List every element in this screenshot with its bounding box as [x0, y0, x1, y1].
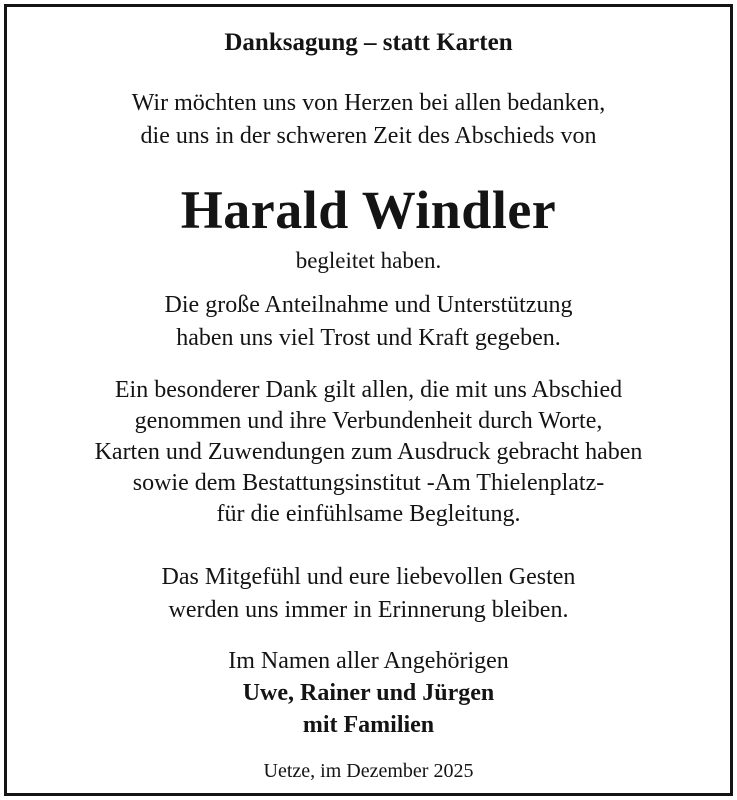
notice-frame	[4, 4, 733, 796]
paragraph-sympathy	[7, 289, 730, 355]
paragraph-line: sowie dem Bestattungsinstitut -Am Thielenplatz-	[132, 470, 605, 496]
paragraph-line: Die große Anteilnahme und Unterstützung	[164, 292, 573, 318]
signature-block	[7, 645, 730, 741]
notice-heading	[7, 28, 730, 58]
after-name-text	[7, 245, 730, 277]
place-date-text: Uetze, im Dezember 2025	[263, 760, 474, 782]
intro-line: Wir möchten uns von Herzen bei allen bedanken,	[131, 90, 606, 116]
signature-family: mit Familien	[302, 712, 435, 738]
heading-text: Danksagung – statt Karten	[224, 29, 513, 56]
paragraph-line: Das Mitgefühl und eure liebevollen Gesten	[161, 564, 576, 590]
place-date	[7, 758, 730, 784]
paragraph-line: für die einfühlsame Begleitung.	[216, 501, 521, 527]
paragraph-thanks	[7, 375, 730, 530]
intro-paragraph	[7, 87, 730, 153]
after-name-line: begleitet haben.	[295, 248, 442, 273]
paragraph-line: werden uns immer in Erinnerung bleiben.	[168, 597, 569, 623]
intro-line: die uns in der schweren Zeit des Abschieds von	[140, 123, 597, 149]
paragraph-memory	[7, 561, 730, 627]
paragraph-line: haben uns viel Trost und Kraft gegeben.	[176, 325, 561, 351]
signature-intro: Im Namen aller Angehörigen	[228, 648, 509, 674]
paragraph-line: genommen und ihre Verbundenheit durch Worte,	[134, 408, 603, 434]
signature-names: Uwe, Rainer und Jürgen	[242, 680, 495, 706]
paragraph-line: Ein besonderer Dank gilt allen, die mit uns Abschied	[114, 377, 623, 403]
deceased-name	[7, 177, 730, 243]
paragraph-line: Karten und Zuwendungen zum Ausdruck gebracht haben	[94, 439, 643, 465]
deceased-name-text: Harald Windler	[180, 180, 557, 240]
